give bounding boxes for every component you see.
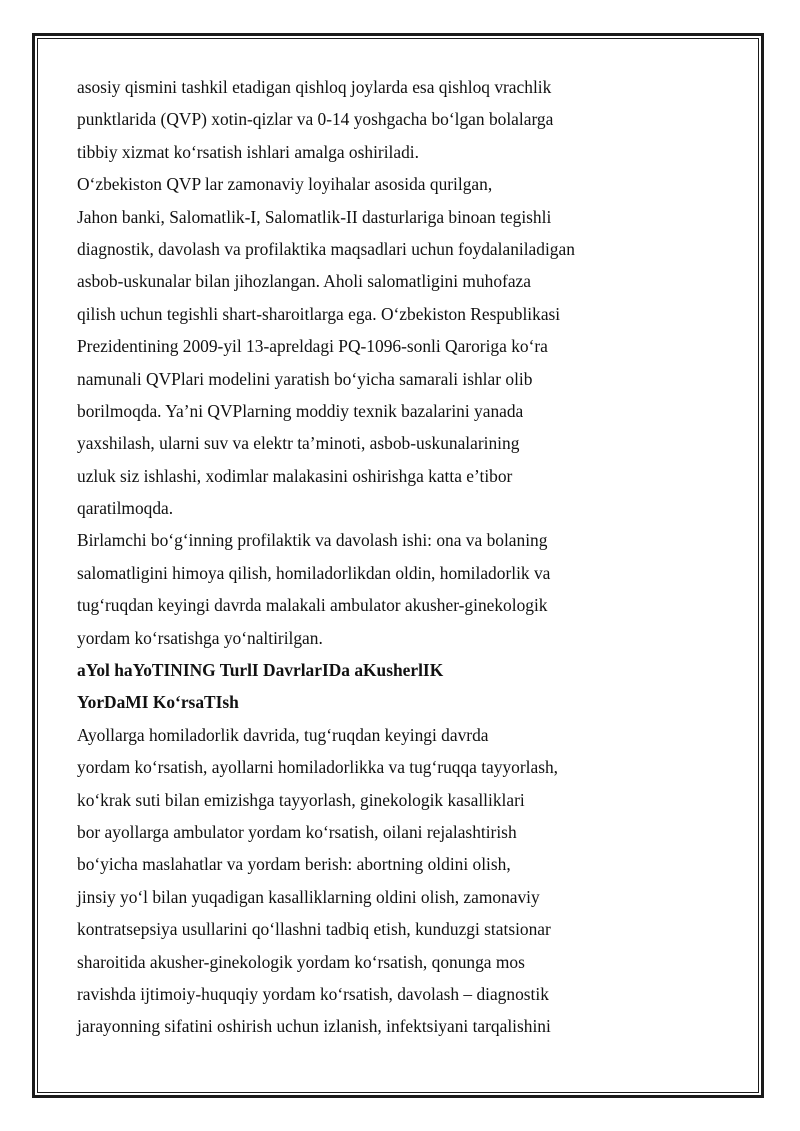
- paragraph-line: Birlamchi bo‘g‘inning profilaktik va davolash ishi: ona va bolaning: [77, 530, 548, 551]
- document-body: [77, 71, 737, 1043]
- paragraph-line: tug‘ruqdan keyingi davrda malakali ambulator akusher-ginekologik: [77, 595, 548, 616]
- paragraph-line: salomatligini himoya qilish, homiladorlikdan oldin, homiladorlik va: [77, 562, 551, 583]
- paragraph-line: tibbiy xizmat ko‘rsatish ishlari amalga oshiriladi.: [77, 141, 419, 162]
- paragraph-line: diagnostik, davolash va profilaktika maqsadlari uchun foydalaniladigan: [77, 238, 575, 259]
- paragraph-line: borilmoqda. Ya’ni QVPlarning moddiy texnik bazalarini yanada: [77, 400, 524, 421]
- paragraph-line: punktlarida (QVP) xotin-qizlar va 0-14 yoshgacha bo‘lgan bolalarga: [77, 109, 554, 130]
- paragraph-line: asbob-uskunalar bilan jihozlangan. Aholi salomatligini muhofaza: [77, 271, 531, 292]
- paragraph-line: yordam ko‘rsatish, ayollarni homiladorlikka va tug‘ruqqa tayyorlash,: [77, 757, 559, 778]
- paragraph-line: ko‘krak suti bilan emizishga tayyorlash, ginekologik kasalliklari: [77, 789, 525, 810]
- paragraph-line: ravishda ijtimoiy-huquqiy yordam ko‘rsatish, davolash – diagnostik: [77, 983, 549, 1004]
- paragraph-line: sharoitida akusher-ginekologik yordam ko‘rsatish, qonunga mos: [77, 951, 525, 972]
- paragraph-line: yordam ko‘rsatishga yo‘naltirilgan.: [77, 627, 323, 648]
- paragraph-line: namunali QVPlari modelini yaratish bo‘yicha samarali ishlar olib: [77, 368, 533, 389]
- section-heading-line: YorDaMI Ko‘rsaTIsh: [77, 692, 239, 713]
- paragraph-line: O‘zbekiston QVP lar zamonaviy loyihalar asosida qurilgan,: [77, 174, 493, 195]
- paragraph-line: jinsiy yo‘l bilan yuqadigan kasalliklarning oldini olish, zamonaviy: [77, 886, 540, 907]
- paragraph-line: uzluk siz ishlashi, xodimlar malakasini oshirishga katta e’tibor: [77, 465, 513, 486]
- paragraph-line: Prezidentining 2009-yil 13-apreldagi PQ-1096-sonli Qaroriga ko‘ra: [77, 336, 548, 357]
- paragraph-line: qilish uchun tegishli shart-sharoitlarga ega. O‘zbekiston Respublikasi: [77, 303, 561, 324]
- paragraph-line: Jahon banki, Salomatlik-I, Salomatlik-II dasturlariga binoan tegishli: [77, 206, 552, 227]
- paragraph-line: jarayonning sifatini oshirish uchun izlanish, infektsiyani tarqalishini: [77, 1016, 551, 1037]
- paragraph-line: bor ayollarga ambulator yordam ko‘rsatish, oilani rejalashtirish: [77, 821, 517, 842]
- paragraph-line: asosiy qismini tashkil etadigan qishloq joylarda esa qishloq vrachlik: [77, 77, 552, 97]
- paragraph-line: kontratsepsiya usullarini qo‘llashni tadbiq etish, kunduzgi statsionar: [77, 919, 551, 940]
- section-heading-line: aYol haYoTINING TurlI DavrlarIDa aKusherlIK: [77, 660, 444, 681]
- paragraph-line: yaxshilash, ularni suv va elektr ta’minoti, asbob-uskunalarining: [77, 433, 520, 454]
- paragraph-line: bo‘yicha maslahatlar va yordam berish: abortning oldini olish,: [77, 854, 511, 875]
- paragraph-line: qaratilmoqda.: [77, 498, 174, 519]
- paragraph-line: Ayollarga homiladorlik davrida, tug‘ruqdan keyingi davrda: [77, 724, 489, 745]
